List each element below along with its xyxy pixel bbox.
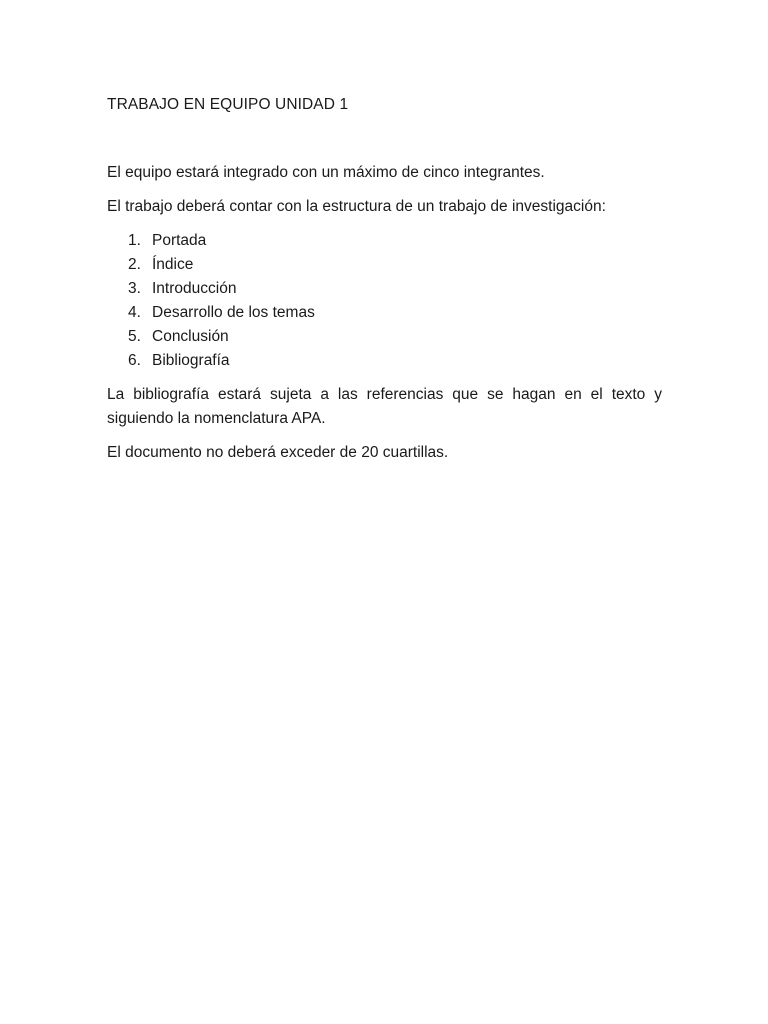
list-item [107,277,662,301]
paragraph-bibliography [107,383,662,431]
list-item [107,349,662,373]
paragraph-bibliography-line-2: siguiendo la nomenclatura APA. [107,410,326,427]
paragraph-team-size: El equipo estará integrado con un máximo de cinco integrantes. [107,164,545,181]
list-item-text: Desarrollo de los temas [152,304,315,321]
list-item [107,325,662,349]
document-title: TRABAJO EN EQUIPO UNIDAD 1 [107,96,349,113]
list-item-number: 1. [128,232,141,249]
list-item [107,229,662,253]
list-item [107,301,662,325]
list-item-text: Introducción [152,280,237,297]
structure-list [107,229,662,373]
list-item-number: 2. [128,256,141,273]
list-item-number: 3. [128,280,141,297]
list-item-number: 6. [128,352,141,369]
list-item-text: Índice [152,256,194,273]
list-item-text: Bibliografía [152,352,230,369]
list-item-number: 4. [128,304,141,321]
paragraph-page-limit: El documento no deberá exceder de 20 cuartillas. [107,444,449,461]
list-item-number: 5. [128,328,141,345]
paragraph-bibliography-line-1: La bibliografía estará sujeta a las referencias que se hagan en el texto y [107,386,662,403]
list-item-text: Portada [152,232,207,249]
list-item-text: Conclusión [152,328,229,345]
paragraph-structure: El trabajo deberá contar con la estructura de un trabajo de investigación: [107,198,606,215]
document-body [107,93,662,465]
list-item [107,253,662,277]
